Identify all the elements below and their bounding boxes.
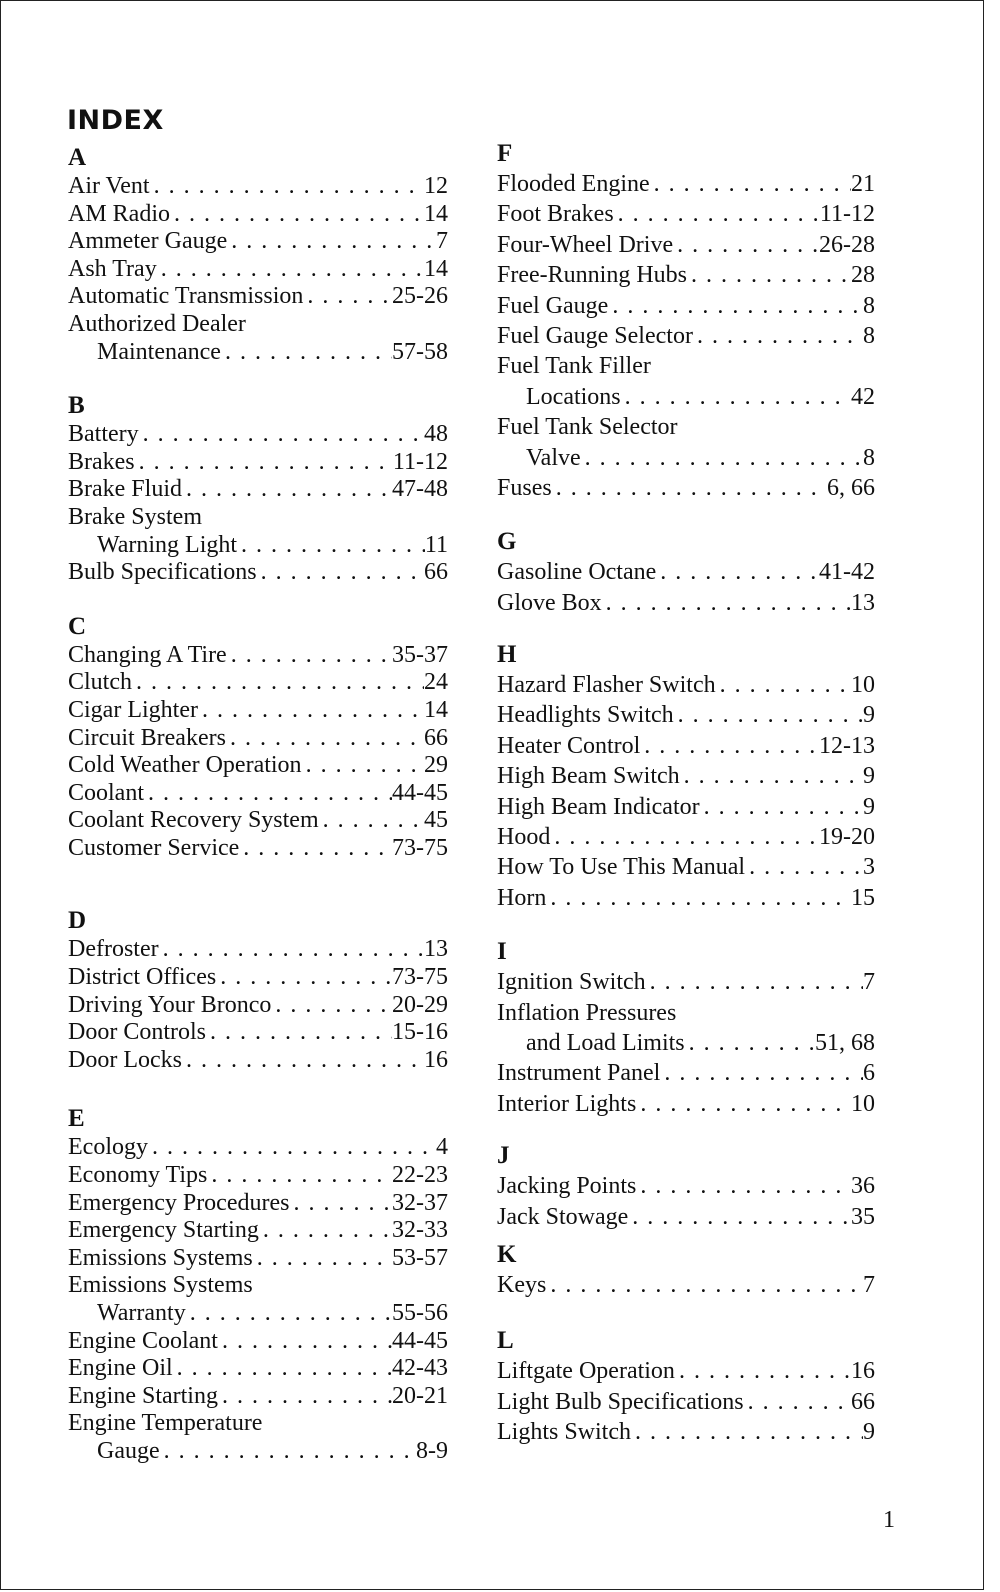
entry-label: District Offices: [68, 964, 217, 991]
index-entry: [68, 1355, 448, 1383]
entry-label: How To Use This Manual: [497, 854, 746, 881]
entry-pages: 35-37: [392, 641, 448, 668]
entry-pages: 9: [863, 763, 875, 790]
index-section-b: [68, 391, 448, 587]
entry-pages: 8: [863, 322, 875, 349]
index-entry: [68, 201, 448, 229]
index-entry: [68, 1245, 448, 1273]
index-entry: [68, 311, 448, 339]
index-entry: [497, 1171, 875, 1201]
entry-pages: 26-28: [819, 231, 875, 258]
index-entry: [497, 761, 875, 791]
dot-leader: [227, 642, 392, 670]
dot-leader: [636, 1089, 851, 1119]
entry-label: Hazard Flasher Switch: [497, 672, 716, 699]
dot-leader: [646, 967, 863, 997]
index-section-a: [68, 143, 448, 366]
entry-label: Battery: [68, 421, 139, 448]
entry-label: Warning Light: [97, 531, 238, 558]
index-section-l: [497, 1326, 875, 1447]
entry-pages: 9: [863, 793, 875, 820]
entry-label: Authorized Dealer: [68, 310, 246, 337]
entry-pages: 21: [851, 171, 875, 197]
index-entry: [68, 1328, 448, 1356]
entry-label: Flooded Engine: [497, 171, 650, 197]
entry-label: Horn: [497, 884, 547, 911]
entry-pages: 66: [851, 1388, 875, 1415]
dot-leader: [170, 201, 424, 229]
dot-leader: [186, 1300, 392, 1328]
dot-leader: [132, 669, 424, 697]
entry-label: Foot Brakes: [497, 201, 614, 228]
entry-label: Air Vent: [68, 173, 150, 199]
entry-pages: 22-23: [392, 1162, 448, 1189]
dot-leader: [685, 1028, 815, 1058]
entry-label: Changing A Tire: [68, 641, 227, 668]
entry-pages: 7: [863, 969, 875, 996]
entry-label: Ecology: [68, 1134, 148, 1161]
dot-leader: [216, 964, 392, 992]
index-section-d: [68, 906, 448, 1074]
entry-pages: 13: [424, 936, 448, 963]
entry-pages: 53-57: [392, 1244, 448, 1271]
entry-label: Inflation Pressures: [497, 999, 677, 1026]
dot-leader: [680, 761, 863, 791]
entry-pages: 10: [851, 1090, 875, 1117]
entry-label: Glove Box: [497, 589, 602, 616]
index-entry: [497, 382, 875, 412]
dot-leader: [319, 807, 424, 835]
entry-pages: 8: [863, 444, 875, 471]
dot-leader: [687, 260, 851, 290]
index-entry: [497, 883, 875, 913]
dot-leader: [227, 228, 436, 256]
index-section-g: [497, 527, 875, 618]
entry-label: AM Radio: [68, 200, 170, 227]
entry-pages: 66: [424, 724, 448, 751]
dot-leader: [660, 1058, 863, 1088]
entry-pages: 25-26: [392, 283, 448, 310]
index-entry: [497, 588, 875, 618]
section-letter: D: [68, 907, 87, 935]
entry-pages: 15-16: [392, 1019, 448, 1046]
dot-leader: [218, 1383, 392, 1411]
entry-label: Door Locks: [68, 1046, 182, 1073]
entry-pages: 28: [851, 262, 875, 289]
index-section-f: [497, 139, 875, 503]
entry-pages: 32-37: [392, 1189, 448, 1216]
index-entry: [68, 339, 448, 367]
dot-leader: [198, 697, 424, 725]
dot-leader: [693, 321, 863, 351]
entry-label: Emergency Starting: [68, 1217, 259, 1244]
entry-pages: 73-75: [392, 964, 448, 991]
index-entry: [68, 1300, 448, 1328]
dot-leader: [546, 883, 851, 913]
dot-leader: [218, 1328, 392, 1356]
entry-label: and Load Limits: [526, 1029, 685, 1056]
dot-leader: [139, 421, 424, 449]
entry-pages: 14: [424, 696, 448, 723]
index-entry: [68, 697, 448, 725]
dot-leader: [160, 1438, 416, 1466]
dot-leader: [221, 339, 392, 367]
entry-label: Brake Fluid: [68, 476, 182, 503]
dot-leader: [621, 382, 851, 412]
index-entry: [497, 260, 875, 290]
index-entry: [68, 421, 448, 449]
dot-leader: [157, 256, 424, 284]
entry-label: Coolant Recovery System: [68, 807, 319, 834]
index-entry: [497, 1058, 875, 1088]
entry-label: Interior Lights: [497, 1090, 637, 1117]
index-entry: [68, 256, 448, 284]
dot-leader: [656, 557, 819, 587]
index-entry: [497, 443, 875, 473]
index-entry: [68, 559, 448, 587]
index-entry: [68, 1217, 448, 1245]
entry-label: Circuit Breakers: [68, 724, 226, 751]
dot-leader: [148, 1134, 436, 1162]
index-entry: [497, 1028, 875, 1058]
entry-pages: 20-21: [392, 1382, 448, 1409]
entry-pages: 44-45: [392, 1327, 448, 1354]
index-entry: [497, 1356, 875, 1386]
entry-label: Brakes: [68, 448, 135, 475]
entry-pages: 32-33: [392, 1217, 448, 1244]
entry-pages: 29: [424, 752, 448, 779]
dot-leader: [302, 752, 424, 780]
entry-pages: 48: [424, 421, 448, 448]
entry-pages: 9: [863, 1419, 875, 1446]
entry-pages: 66: [424, 559, 448, 586]
dot-leader: [253, 1245, 392, 1273]
entry-label: Emissions Systems: [68, 1244, 253, 1271]
section-letter: L: [497, 1327, 514, 1355]
index-section-e: [68, 1104, 448, 1465]
index-entry: [68, 228, 448, 256]
index-entry: [497, 351, 875, 381]
dot-leader: [237, 532, 425, 560]
entry-pages: 41-42: [819, 559, 875, 586]
index-column-right: [497, 139, 875, 1448]
entry-pages: 11-12: [819, 201, 875, 228]
index-entry: [68, 642, 448, 670]
entry-label: Instrument Panel: [497, 1060, 661, 1087]
dot-leader: [182, 1047, 424, 1075]
entry-label: Jack Stowage: [497, 1203, 629, 1230]
entry-label: Bulb Specifications: [68, 559, 257, 586]
dot-leader: [552, 473, 827, 503]
entry-pages: 19-20: [819, 824, 875, 851]
dot-leader: [602, 588, 851, 618]
index-entry: [68, 449, 448, 477]
entry-pages: 20-29: [392, 991, 448, 1018]
index-entry: [68, 992, 448, 1020]
entry-label: Coolant: [68, 779, 144, 806]
dot-leader: [636, 1171, 851, 1201]
dot-leader: [206, 1019, 392, 1047]
page-heading: INDEX: [67, 105, 164, 136]
entry-pages: 73-75: [392, 834, 448, 861]
index-entry: [68, 173, 448, 201]
entry-label: Four-Wheel Drive: [497, 231, 674, 258]
entry-pages: 12: [424, 173, 448, 199]
entry-pages: 16: [851, 1358, 875, 1385]
entry-label: Warranty: [97, 1300, 186, 1326]
entry-label: Engine Starting: [68, 1382, 218, 1409]
dot-leader: [550, 822, 819, 852]
entry-label: Economy Tips: [68, 1162, 208, 1189]
index-entry: [68, 1047, 448, 1075]
index-entry: [497, 822, 875, 852]
dot-leader: [226, 725, 424, 753]
entry-label: Free-Running Hubs: [497, 262, 687, 289]
index-entry: [68, 752, 448, 780]
index-column-left: [68, 143, 448, 1466]
index-section-c: [68, 612, 448, 863]
section-letter: E: [68, 1105, 85, 1133]
index-entry: [68, 532, 448, 560]
index-entry: [68, 1410, 448, 1438]
entry-pages: 12-13: [819, 732, 875, 759]
dot-leader: [640, 731, 819, 761]
dot-leader: [673, 230, 819, 260]
dot-leader: [744, 1387, 851, 1417]
entry-label: Light Bulb Specifications: [497, 1388, 744, 1415]
index-entry: [68, 964, 448, 992]
dot-leader: [614, 199, 820, 229]
index-entry: [497, 731, 875, 761]
entry-label: Jacking Points: [497, 1173, 637, 1200]
index-entry: [68, 1019, 448, 1047]
entry-pages: 8-9: [416, 1437, 448, 1464]
entry-pages: 11-12: [392, 448, 448, 475]
section-letter: I: [497, 938, 507, 966]
entry-label: Fuel Gauge Selector: [497, 322, 693, 349]
dot-leader: [271, 992, 392, 1020]
dot-leader: [675, 1356, 851, 1386]
entry-pages: 15: [851, 884, 875, 911]
section-letter: F: [497, 140, 513, 167]
dot-leader: [716, 670, 851, 700]
dot-leader: [650, 169, 851, 199]
dot-leader: [150, 173, 424, 201]
dot-leader: [239, 835, 392, 863]
index-entry: [497, 557, 875, 587]
entry-label: Engine Temperature: [68, 1410, 263, 1437]
entry-label: Maintenance: [97, 338, 221, 365]
entry-label: Customer Service: [68, 834, 240, 861]
entry-pages: 9: [863, 702, 875, 729]
section-letter: K: [497, 1240, 517, 1268]
index-entry: [497, 169, 875, 199]
index-entry: [497, 852, 875, 882]
entry-label: Engine Coolant: [68, 1327, 218, 1354]
section-letter: G: [497, 528, 517, 556]
entry-pages: 55-56: [392, 1300, 448, 1326]
entry-label: Cold Weather Operation: [68, 752, 302, 779]
index-entry: [497, 670, 875, 700]
entry-label: Emissions Systems: [68, 1272, 253, 1299]
index-entry: [497, 1202, 875, 1232]
entry-label: Driving Your Bronco: [68, 991, 272, 1018]
index-entry: [497, 1387, 875, 1417]
entry-pages: 7: [436, 228, 448, 255]
entry-pages: 47-48: [392, 476, 448, 503]
index-entry: [497, 321, 875, 351]
entry-pages: 44-45: [392, 779, 448, 806]
entry-label: Emergency Procedures: [68, 1189, 290, 1216]
entry-pages: 24: [424, 669, 448, 696]
entry-label: High Beam Switch: [497, 763, 680, 790]
index-entry: [68, 725, 448, 753]
index-entry: [68, 476, 448, 504]
dot-leader: [700, 792, 863, 822]
entry-label: Brake System: [68, 503, 202, 530]
entry-pages: 10: [851, 672, 875, 699]
entry-pages: 8: [863, 292, 875, 319]
entry-pages: 4: [436, 1134, 448, 1161]
dot-leader: [303, 283, 392, 311]
index-entry: [68, 1162, 448, 1190]
entry-label: Valve: [526, 444, 581, 471]
entry-pages: 11: [424, 531, 448, 558]
index-entry: [68, 936, 448, 964]
index-entry: [497, 700, 875, 730]
index-section-j: [497, 1141, 875, 1232]
index-entry: [68, 1383, 448, 1411]
dot-leader: [745, 852, 863, 882]
dot-leader: [182, 476, 392, 504]
dot-leader: [546, 1270, 863, 1300]
index-entry: [497, 199, 875, 229]
dot-leader: [628, 1202, 851, 1232]
entry-label: Lights Switch: [497, 1419, 632, 1446]
entry-label: Locations: [526, 383, 621, 410]
index-entry: [497, 1089, 875, 1119]
dot-leader: [674, 700, 863, 730]
index-entry: [497, 1417, 875, 1447]
entry-pages: 35: [851, 1203, 875, 1230]
dot-leader: [581, 443, 863, 473]
entry-label: Door Controls: [68, 1019, 206, 1046]
index-entry: [68, 1272, 448, 1300]
index-entry: [68, 504, 448, 532]
entry-pages: 42-43: [392, 1355, 448, 1382]
entry-label: Hood: [497, 824, 551, 851]
dot-leader: [135, 449, 393, 477]
dot-leader: [289, 1190, 392, 1218]
index-section-i: [497, 937, 875, 1119]
index-entry: [68, 835, 448, 863]
dot-leader: [173, 1355, 392, 1383]
index-section-k: [497, 1240, 875, 1300]
entry-pages: 13: [851, 589, 875, 616]
entry-pages: 16: [424, 1046, 448, 1073]
entry-label: Automatic Transmission: [68, 283, 304, 310]
dot-leader: [608, 291, 863, 321]
entry-label: Fuel Tank Filler: [497, 353, 651, 380]
index-entry: [68, 1134, 448, 1162]
entry-pages: 14: [424, 200, 448, 227]
dot-leader: [257, 559, 424, 587]
entry-label: Headlights Switch: [497, 702, 674, 729]
entry-pages: 3: [863, 854, 875, 881]
entry-label: Liftgate Operation: [497, 1358, 675, 1385]
section-letter: H: [497, 641, 517, 669]
index-entry: [497, 412, 875, 442]
entry-label: Fuel Tank Selector: [497, 414, 678, 441]
index-section-h: [497, 640, 875, 913]
entry-label: Ignition Switch: [497, 969, 646, 996]
index-entry: [68, 669, 448, 697]
dot-leader: [207, 1162, 392, 1190]
index-entry: [497, 473, 875, 503]
dot-leader: [259, 1217, 392, 1245]
entry-label: Cigar Lighter: [68, 696, 198, 723]
entry-pages: 6: [863, 1060, 875, 1087]
index-entry: [497, 998, 875, 1028]
section-letter: B: [68, 392, 85, 420]
index-entry: [497, 967, 875, 997]
entry-pages: 45: [424, 807, 448, 834]
entry-label: Ammeter Gauge: [68, 228, 228, 255]
entry-label: Clutch: [68, 669, 132, 696]
entry-pages: 57-58: [392, 338, 448, 365]
index-entry: [68, 780, 448, 808]
index-entry: [497, 291, 875, 321]
entry-pages: 42: [851, 383, 875, 410]
index-entry: [68, 807, 448, 835]
entry-label: Engine Oil: [68, 1355, 173, 1382]
entry-label: Fuel Gauge: [497, 292, 609, 319]
index-entry: [497, 1270, 875, 1300]
dot-leader: [144, 780, 392, 808]
entry-label: Fuses: [497, 474, 552, 501]
entry-pages: 6, 66: [827, 474, 875, 501]
dot-leader: [631, 1417, 863, 1447]
entry-pages: 36: [851, 1173, 875, 1200]
section-letter: C: [68, 612, 87, 640]
index-entry: [68, 283, 448, 311]
entry-label: Gauge: [97, 1437, 160, 1464]
index-entry: [497, 792, 875, 822]
entry-label: High Beam Indicator: [497, 793, 700, 820]
entry-pages: 7: [863, 1271, 875, 1298]
entry-label: Gasoline Octane: [497, 559, 657, 586]
entry-label: Ash Tray: [68, 255, 157, 282]
index-entry: [68, 1438, 448, 1466]
dot-leader: [159, 936, 424, 964]
entry-label: Heater Control: [497, 732, 641, 759]
entry-pages: 14: [424, 255, 448, 282]
index-entry: [497, 230, 875, 260]
entry-label: Keys: [497, 1271, 547, 1298]
section-letter: A: [68, 144, 87, 171]
section-letter: J: [497, 1142, 510, 1170]
page-number: 1: [883, 1507, 895, 1533]
entry-label: Defroster: [68, 936, 159, 963]
entry-pages: 51, 68: [815, 1029, 875, 1056]
index-entry: [68, 1190, 448, 1218]
